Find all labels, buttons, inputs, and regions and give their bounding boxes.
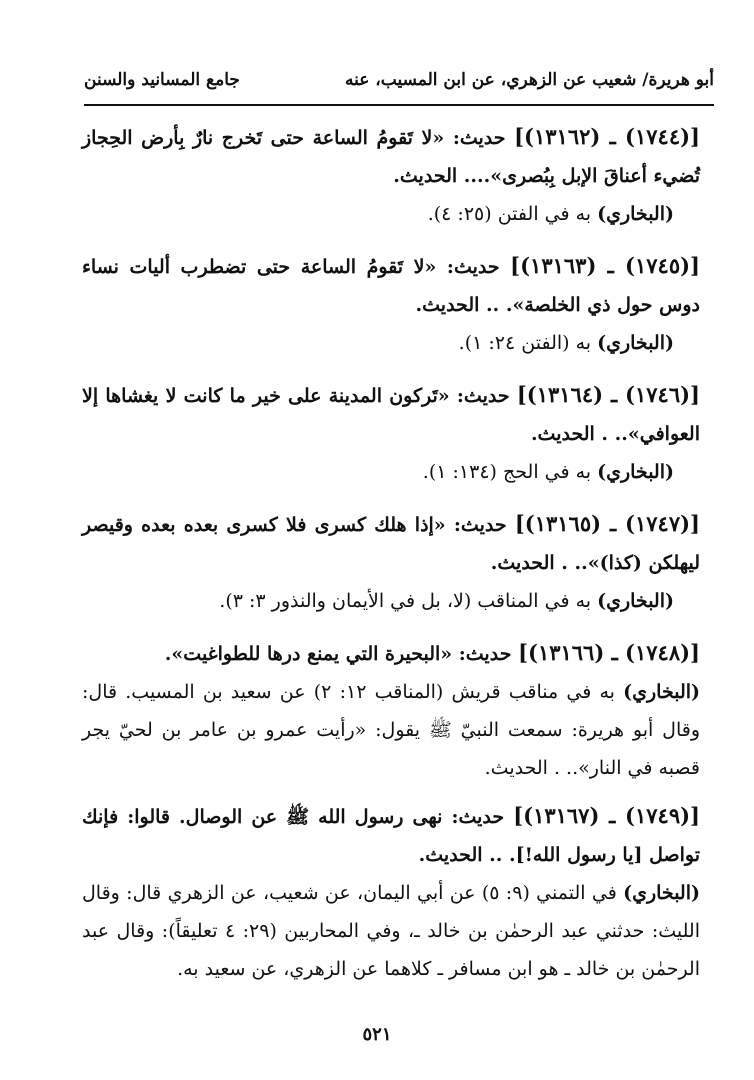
hadith-number: [(١٧٤٥) ـ (١٣١٦٣)] — [510, 253, 700, 278]
running-title: أبو هريرة/ شعيب عن الزهري، عن ابن المسيب، عنه — [344, 70, 714, 90]
hadith-text: حديث: «إذا هلك كسرى فلا كسرى بعده بعده وقيصر ليهلكن (كذا)».. . الحديث. — [82, 514, 700, 574]
source-text: به في الحج (١٣٤: ١). — [422, 461, 598, 483]
hadith-number: [(١٧٤٦) ـ (١٣١٦٤)] — [516, 382, 700, 407]
source-label: (البخاري) — [623, 681, 701, 703]
hadith-entry — [82, 118, 714, 195]
source-reference — [82, 324, 714, 362]
hadith-number: [(١٧٤٧) ـ (١٣١٦٥)] — [514, 511, 700, 536]
page-body — [82, 118, 714, 988]
source-text: به في المناقب (لا، بل في الأيمان والنذور ٣: ٣). — [219, 590, 598, 612]
hadith-text: حديث: «تَركون المدينة على خير ما كانت لا يغشاها إلا العوافي».. . الحديث. — [82, 385, 700, 445]
hadith-text: حديث: «لا تَقومُ الساعة حتى تضطرب أليات نساء دوس حول ذي الخلصة». .. الحديث. — [82, 256, 700, 316]
hadith-entry — [82, 505, 714, 582]
hadith-number: [(١٧٤٨) ـ (١٣١٦٦)] — [518, 640, 700, 665]
hadith-entry — [82, 797, 714, 874]
source-label: (البخاري) — [597, 590, 674, 612]
hadith-number: [(١٧٤٤) ـ (١٣١٦٢)] — [514, 124, 700, 149]
source-reference — [82, 874, 714, 988]
source-label: (البخاري) — [623, 882, 700, 904]
book-title: جامع المسانيد والسنن — [84, 70, 240, 90]
source-reference — [82, 673, 714, 787]
hadith-entry — [82, 247, 714, 324]
page-header — [84, 66, 714, 106]
hadith-text: حديث: «البحيرة التي يمنع درها للطواغيت». — [164, 643, 519, 665]
hadith-number: [(١٧٤٩) ـ (١٣١٦٧)] — [513, 803, 700, 828]
hadith-text: حديث: «لا تَقومُ الساعة حتى تَخرج نارٌ بِأرض الحِجاز تُضيء أعناقَ الإبل بِبُصرى».... الحديث. — [82, 127, 700, 187]
source-reference — [82, 453, 714, 491]
source-text: به في الفتن (٢٥: ٤). — [427, 203, 598, 225]
spacer — [82, 787, 714, 797]
page-number: ٥٢١ — [362, 1024, 392, 1045]
source-text: به في مناقب قريش (المناقب ١٢: ٢) عن سعيد بن المسيب. قال: وقال أبو هريرة: سمعت النبيّ ﷺ يقول: «رأيت عمرو بن عامر بن لحيّ يجر قصبه في النار».. . الحديث. — [82, 681, 700, 779]
source-label: (البخاري) — [597, 461, 674, 483]
source-reference — [82, 195, 714, 233]
source-text: في التمني (٩: ٥) عن أبي اليمان، عن شعيب، عن الزهري قال: وقال الليث: حدثني عبد الرحمٰن بن خالد ـ، وفي المحاربين (٢٩: ٤ تعليقاً): وقال عبد الرحمٰن بن خالد ـ هو ابن مسافر ـ كلاهما عن الزهري، عن سعيد به. — [82, 882, 700, 980]
source-reference — [82, 582, 714, 620]
hadith-text: حديث: نهى رسول الله ﷺ عن الوصال. قالوا: فإنك تواصل [يا رسول الله!]. .. الحديث. — [82, 806, 700, 866]
source-label: (البخاري) — [597, 332, 674, 354]
source-label: (البخاري) — [597, 203, 674, 225]
source-text: به (الفتن ٢٤: ١). — [458, 332, 598, 354]
hadith-entry — [82, 376, 714, 453]
hadith-entry — [82, 634, 714, 673]
